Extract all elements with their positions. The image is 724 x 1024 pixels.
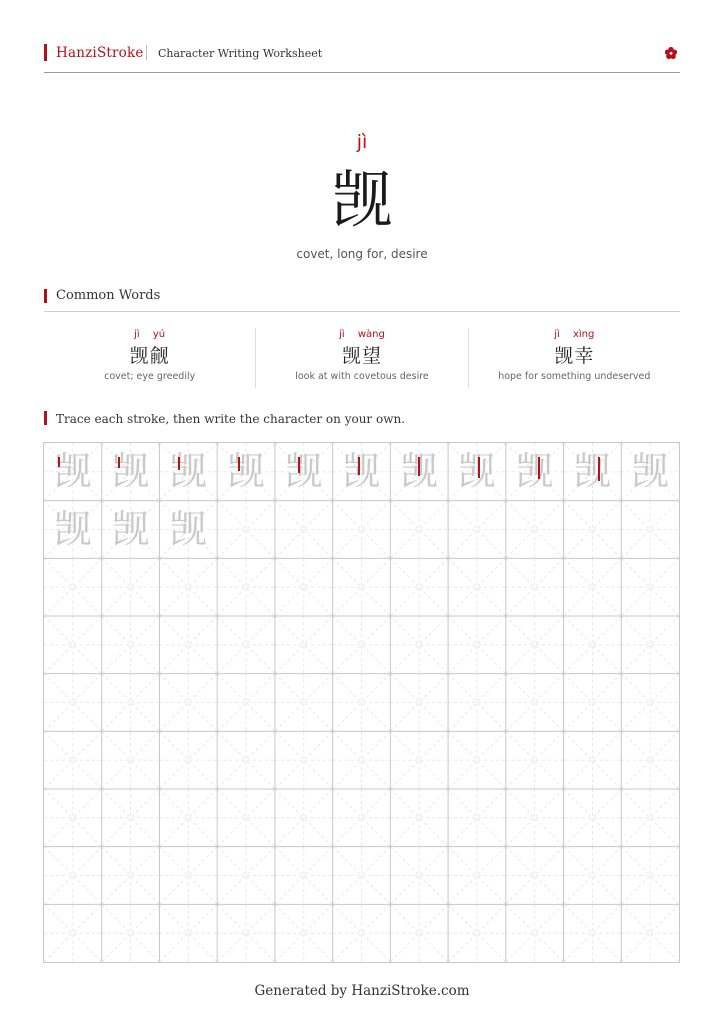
- common-words-list: [44, 328, 680, 388]
- word-hanzi: 觊觎: [129, 345, 170, 367]
- word-card: [468, 328, 680, 388]
- word-meaning: covet; eye greedily: [104, 371, 196, 382]
- word-card: [44, 328, 255, 388]
- ghost-character: 觊: [53, 449, 92, 493]
- plum-blossom-icon: [664, 46, 678, 60]
- stroke-step-cell: [217, 443, 275, 501]
- stroke-highlight-mark: [298, 457, 300, 473]
- trace-cell: [44, 501, 102, 559]
- word-hanzi: 觊幸: [554, 345, 595, 367]
- word-pinyin: jì yú: [134, 329, 166, 340]
- stroke-highlight-mark: [538, 457, 540, 479]
- stroke-step-cell: [390, 443, 448, 501]
- common-words-divider: [44, 311, 680, 312]
- ghost-character: 觊: [169, 506, 208, 551]
- practice-grid[interactable]: [43, 442, 680, 963]
- word-meaning: hope for something undeserved: [498, 371, 651, 382]
- ghost-character: 觊: [53, 506, 92, 551]
- instruction-accent-bar: [44, 411, 47, 425]
- brand-name[interactable]: HanziStroke: [56, 45, 144, 61]
- character-meaning: covet, long for, desire: [296, 247, 428, 261]
- character-pinyin: jì: [356, 131, 368, 153]
- common-words-title: Common Words: [56, 288, 161, 303]
- ghost-character: 觊: [631, 449, 670, 493]
- stroke-step-cell: [159, 443, 217, 501]
- ghost-character: 觊: [227, 449, 266, 493]
- page-header: [44, 44, 680, 73]
- ghost-character: 觊: [400, 449, 439, 493]
- stroke-highlight-mark: [178, 457, 180, 470]
- stroke-highlight-mark: [358, 457, 360, 475]
- trace-cell: [621, 443, 679, 501]
- ghost-character: 觊: [573, 449, 612, 493]
- practice-instruction: Trace each stroke, then write the character on your own.: [56, 412, 406, 426]
- stroke-step-cell: [333, 443, 391, 501]
- stroke-step-cell: [102, 443, 160, 501]
- common-words-accent-bar: [44, 289, 47, 303]
- word-pinyin: jì xìng: [554, 329, 595, 340]
- ghost-character: 觊: [169, 449, 208, 493]
- stroke-step-cell: [448, 443, 506, 501]
- ghost-character: 觊: [284, 449, 323, 493]
- word-hanzi: 觊望: [341, 345, 382, 367]
- stroke-step-cell: [564, 443, 622, 501]
- ghost-character: 觊: [342, 449, 381, 493]
- stroke-highlight-mark: [118, 457, 120, 468]
- stroke-step-cell: [506, 443, 564, 501]
- stroke-highlight-mark: [418, 457, 420, 476]
- brand-accent-bar: [44, 44, 47, 61]
- stroke-step-cell: [275, 443, 333, 501]
- header-subtitle: Character Writing Worksheet: [158, 47, 323, 60]
- stroke-highlight-mark: [478, 457, 480, 478]
- character-hanzi: 觊: [330, 163, 393, 236]
- ghost-character: 觊: [515, 449, 554, 493]
- stroke-highlight-mark: [598, 457, 600, 481]
- word-card: [255, 328, 467, 388]
- trace-cell: [159, 501, 217, 559]
- ghost-character: 觊: [111, 449, 150, 493]
- stroke-highlight-mark: [238, 457, 240, 471]
- word-pinyin: jì wàng: [339, 329, 385, 340]
- stroke-step-cell: [44, 443, 102, 501]
- word-meaning: look at with covetous desire: [295, 371, 429, 382]
- trace-cell: [102, 501, 160, 559]
- ghost-character: 觊: [111, 506, 150, 551]
- ghost-character: 觊: [457, 449, 496, 493]
- header-divider: [146, 45, 147, 60]
- stroke-highlight-mark: [58, 457, 60, 467]
- footer-credit[interactable]: Generated by HanziStroke.com: [254, 983, 470, 999]
